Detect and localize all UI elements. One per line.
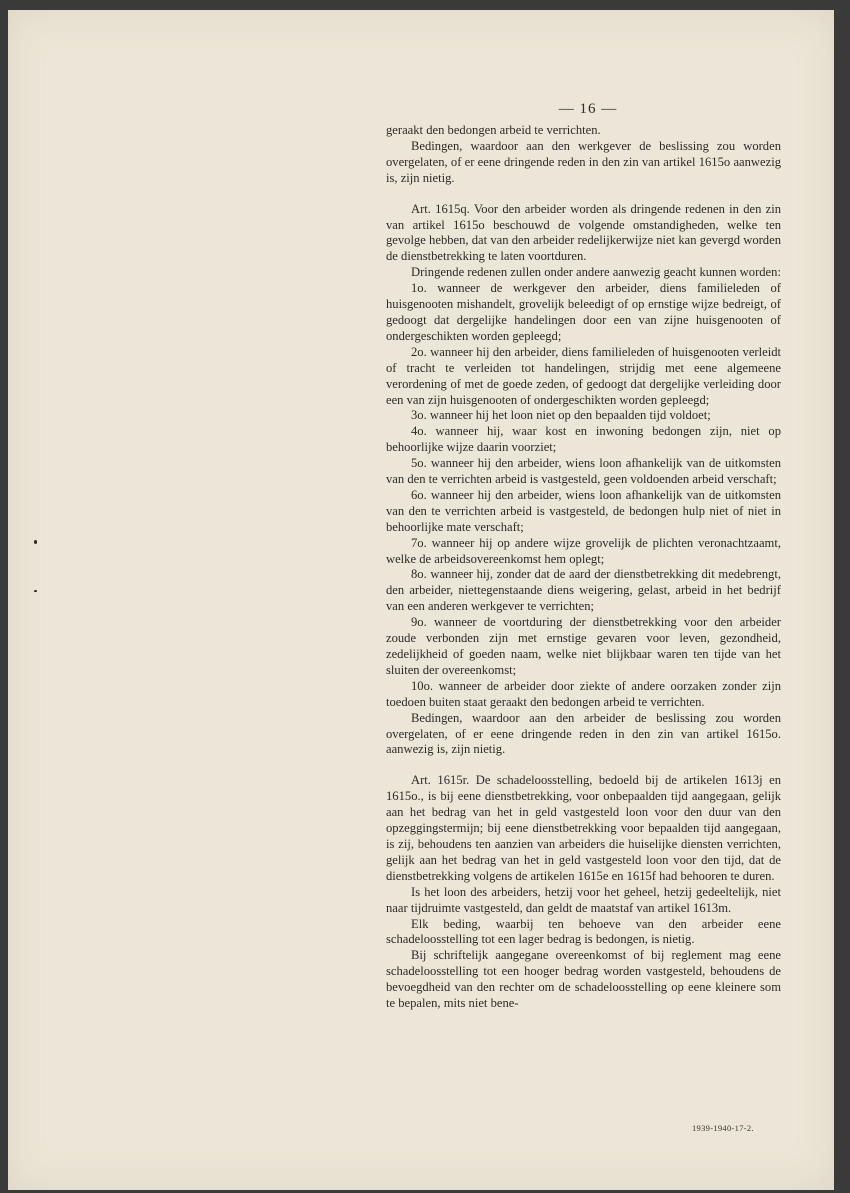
paragraph: Bedingen, waardoor aan den werkgever de beslissing zou worden overgelaten, of er eene dringende reden in den zin van artikel 1615o aanwezig is, zijn nietig. [386, 138, 781, 185]
paragraph: 7o. wanneer hij op andere wijze grovelijk de plichten veronachtzaamt, welke de arbeidsovereenkomst hem oplegt; [386, 535, 781, 566]
margin-speck [34, 540, 37, 544]
paragraph: 9o. wanneer de voortduring der dienstbetrekking voor den arbeider zoude verbonden zijn met ernstige gevaren voor leven, gezondheid, zedelijkheid of goeden naam, welke niet blijkbaar waren ten tijde van het sluiten der overeenkomst; [386, 615, 781, 677]
page-number: — 16 — [558, 101, 618, 117]
paragraph: 4o. wanneer hij, waar kost en inwoning bedongen zijn, niet op behoorlijke wijze daarin voorziet; [386, 424, 781, 455]
paragraph: 5o. wanneer hij den arbeider, wiens loon afhankelijk van de uitkomsten van den te verrichten arbeid is vastgesteld, geen voldoenden arbeid verschaft; [386, 456, 781, 487]
document-page [8, 10, 834, 1190]
paragraph: Art. 1615q. Voor den arbeider worden als dringende redenen in den zin van artikel 1615o beschouwd de volgende omstandigheden, welke ten gevolge hebben, dat van den arbeider redelijkerwijze niet kan gevergd worden de dienstbetrekking te laten voortduren. [386, 201, 781, 264]
footer-code: 1939-1940-17-2. [692, 1123, 754, 1133]
paragraph: Art. 1615r. De schadeloosstelling, bedoeld bij de artikelen 1613j en 1615o., is bij eene dienstbetrekking, voor onbepaalden tijd aangegaan, gelijk aan het bedrag van het in geld vastgesteld loon voor den duur van den opzeggingstermijn; bij eene dienstbetrekking voor bepaalden tijd aangegaan, is zij, behoudens ten aanzien van arbeiders die huiselijke diensten verrichten, gelijk aan het bedrag van het in geld vastgesteld loon voor den tijd, dat de dienstbetrekking volgens de artikelen 1615e en 1615f had behooren te duren. [386, 773, 781, 883]
paragraph: Bij schriftelijk aangegane overeenkomst of bij reglement mag eene schadeloosstelling tot een hooger bedrag worden vastgesteld, behoudens de bevoegdheid van den rechter om de schadeloosstelling op eene kleinere som te bepalen, mits niet bene- [386, 948, 781, 1011]
paragraph: 6o. wanneer hij den arbeider, wiens loon afhankelijk van de uitkomsten van den te verrichten arbeid is vastgesteld, de bedongen hulp niet of niet in behoorlijke mate verschaft; [386, 487, 781, 534]
paragraph: Bedingen, waardoor aan den arbeider de beslissing zou worden overgelaten, of er eene dringende reden in den zin van artikel 1615o. aanwezig is, zijn nietig. [386, 710, 781, 757]
margin-speck [34, 590, 37, 592]
paragraph: Is het loon des arbeiders, hetzij voor het geheel, hetzij gedeeltelijk, niet naar tijdruimte vastgesteld, dan geldt de maatstaf van artikel 1613m. [386, 884, 781, 915]
paragraph: 8o. wanneer hij, zonder dat de aard der dienstbetrekking dit medebrengt, den arbeider, niettegenstaande diens weigering, gelast, arbeid in het bedrijf van een anderen werkgever te verrichten; [386, 567, 781, 614]
paragraph: geraakt den bedongen arbeid te verrichten. [386, 123, 601, 137]
paragraph: Dringende redenen zullen onder andere aanwezig geacht kunnen worden: [411, 265, 781, 280]
paragraph: 2o. wanneer hij den arbeider, diens familieleden of huisgenooten verleidt of tracht te verleiden tot handelingen, strijdig met eene algemeene verordening of met de goede zeden, of gedoogt dat dergelijke verleiding door een van zijn huisgenooten of ondergeschikten worden gepleegd; [386, 344, 781, 407]
paragraph: Elk beding, waarbij ten behoeve van den arbeider eene schadeloosstelling tot een lager bedrag is bedongen, is nietig. [386, 916, 781, 947]
paragraph: 3o. wanneer hij het loon niet op den bepaalden tijd voldoet; [411, 408, 711, 423]
body-text [386, 123, 781, 1012]
paragraph: 10o. wanneer de arbeider door ziekte of andere oorzaken zonder zijn toedoen buiten staat geraakt den bedongen arbeid te verrichten. [386, 678, 781, 709]
paragraph: 1o. wanneer de werkgever den arbeider, diens familieleden of huisgenooten mishandelt, grovelijk beleedigt of op ernstige wijze bedreigt, of gedoogt dat dergelijke handelingen door een van zijne huisgenooten of ondergeschikten worden gepleegd; [386, 281, 781, 343]
